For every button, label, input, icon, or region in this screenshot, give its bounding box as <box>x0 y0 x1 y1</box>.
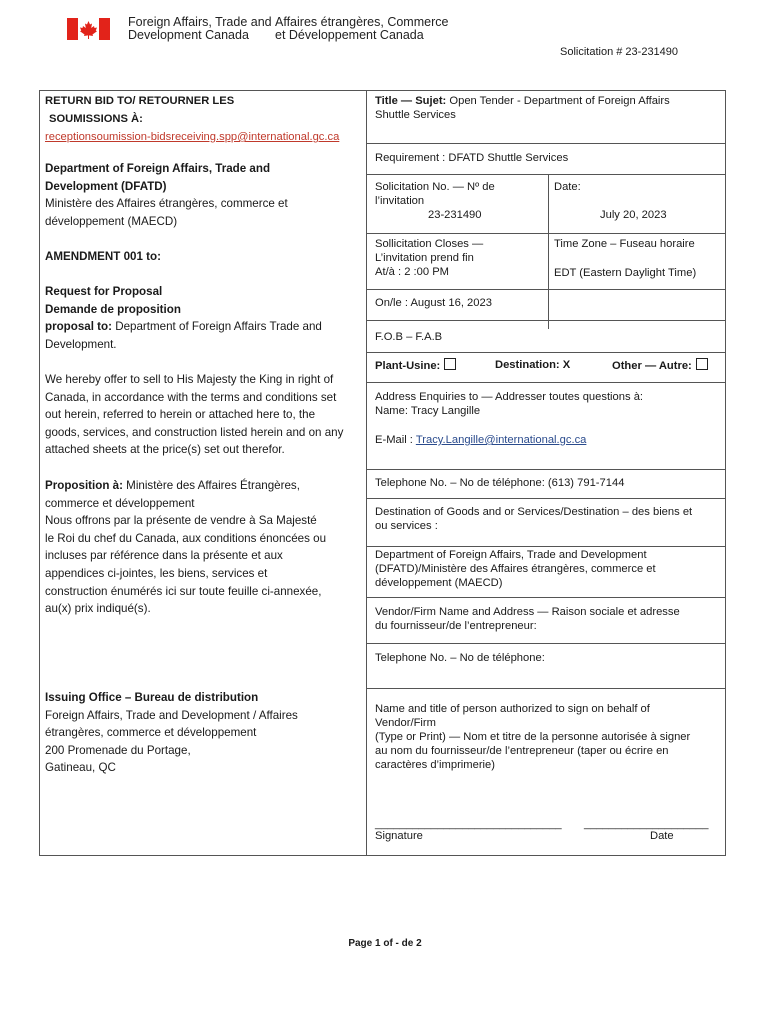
title-field: Title — Sujet: Open Tender - Department of Foreign Affairs Shuttle Services <box>375 95 670 121</box>
row-divider <box>366 469 726 470</box>
department-name-fr: Affaires étrangères, Commerce et Développement Canada <box>275 15 449 42</box>
vendor-field: Vendor/Firm Name and Address — Raison sociale et adresse du fournisseur/de l’entrepreneur: <box>375 606 680 632</box>
row-divider <box>366 498 726 499</box>
column-divider <box>366 90 367 856</box>
row-divider <box>366 352 726 353</box>
row-divider <box>366 597 726 598</box>
row-divider <box>366 289 726 290</box>
solicitation-reference: Solicitation # 23-231490 <box>560 46 679 58</box>
canada-flag-logo <box>67 18 110 40</box>
vendor-telephone-field: Telephone No. – No de téléphone: <box>375 652 545 664</box>
amendment-label: AMENDMENT 001 to: <box>45 250 161 263</box>
row-divider <box>366 643 726 644</box>
fob-field: F.O.B – F.A.B <box>375 331 443 343</box>
signature-label: Signature <box>375 830 423 842</box>
page-number: Page 1 of - de 2 <box>348 938 422 949</box>
destination-option: Destination: X <box>495 359 571 371</box>
rfp-block: Request for Proposal Demande de proposition proposal to: Department of Foreign Affairs Trade and Development. <box>45 285 322 351</box>
proposition-text: Proposition à: Ministère des Affaires Étrangères, commerce et développement Nous offrons par la présente de vendre à Sa Majesté le Roi du chef du Canada, aux conditions énoncées ou incluses par référence dans la présente et aux appendices ci-jointes, les biens, services et construction énumérés ici sur toute feuille ci-annexée, au(x) prix indiqué(s). <box>45 479 327 616</box>
destination-department: Department of Foreign Affairs, Trade and Development (DFATD)/Ministère des Affaires étrangères, commerce et développement (MAECD) <box>375 549 656 589</box>
closing-time-field: Sollicitation Closes — L’invitation prend fin At/à : 2 :00 PM <box>375 238 484 278</box>
return-bid-email-link[interactable]: receptionsoumission-bidsreceiving.spp@international.gc.ca <box>45 131 340 143</box>
other-option: Other — Autre: <box>612 358 708 373</box>
enquiries-field: Address Enquiries to — Addresser toutes questions à: Name: Tracy Langille <box>375 391 644 417</box>
date-line: ____________________ <box>584 818 709 830</box>
row-divider <box>366 688 726 689</box>
inner-column-divider <box>548 174 549 329</box>
time-zone-value: EDT (Eastern Daylight Time) <box>554 267 697 279</box>
row-divider <box>366 320 726 321</box>
authorized-signer-field: Name and title of person authorized to sign on behalf of Vendor/Firm (Type or Print) — Nom et titre de la personne autorisée à signer au nom du fournisseur/de l’entrepreneur (taper ou écrire en caractères d’imprimerie) <box>375 703 691 771</box>
row-divider <box>366 143 726 144</box>
solicitation-number-field: Solicitation No. — Nº de l’invitation 23-231490 <box>375 181 495 221</box>
row-divider <box>366 382 726 383</box>
issuing-office: Issuing Office – Bureau de distribution Foreign Affairs, Trade and Development / Affaires étrangères, commerce et développement 200 Promenade du Portage, Gatineau, QC <box>45 691 298 775</box>
row-divider <box>366 174 726 175</box>
signature-date-label: Date <box>650 830 674 842</box>
department-name-en: Foreign Affairs, Trade and Development Canada <box>128 15 272 42</box>
requirement-field: Requirement : DFATD Shuttle Services <box>375 152 569 164</box>
row-divider <box>366 233 726 234</box>
contact-email-link[interactable]: Tracy.Langille@international.gc.ca <box>415 434 587 446</box>
date-label: Date: <box>554 181 581 193</box>
other-checkbox[interactable] <box>696 358 708 370</box>
department-block: Department of Foreign Affairs, Trade and Development (DFATD) Ministère des Affaires étrangères, commerce et développement (MAECD) <box>45 162 288 228</box>
time-zone-label: Time Zone – Fuseau horaire <box>554 238 695 250</box>
destination-goods-field: Destination of Goods and or Services/Destination – des biens et ou services : <box>375 506 693 532</box>
row-divider <box>366 546 726 547</box>
closing-date-field: On/le : August 16, 2023 <box>375 297 492 309</box>
telephone-field: Telephone No. – No de téléphone: (613) 791-7144 <box>375 477 625 489</box>
return-bid-heading: RETURN BID TO/ RETOURNER LES SOUMISSIONS À: <box>45 95 235 125</box>
date-value: July 20, 2023 <box>600 209 667 221</box>
plant-option: Plant-Usine: <box>375 358 456 373</box>
plant-checkbox[interactable] <box>444 358 456 370</box>
signature-line: ______________________________ <box>375 818 562 830</box>
email-field: E-Mail : Tracy.Langille@international.gc.ca <box>375 434 587 446</box>
offer-text: We hereby offer to sell to His Majesty the King in right of Canada, in accordance with the terms and conditions set out herein, referred to herein or attached here to, the goods, services, and construction listed herein and on any attached sheets at the price(s) set out therefor. <box>45 373 344 457</box>
